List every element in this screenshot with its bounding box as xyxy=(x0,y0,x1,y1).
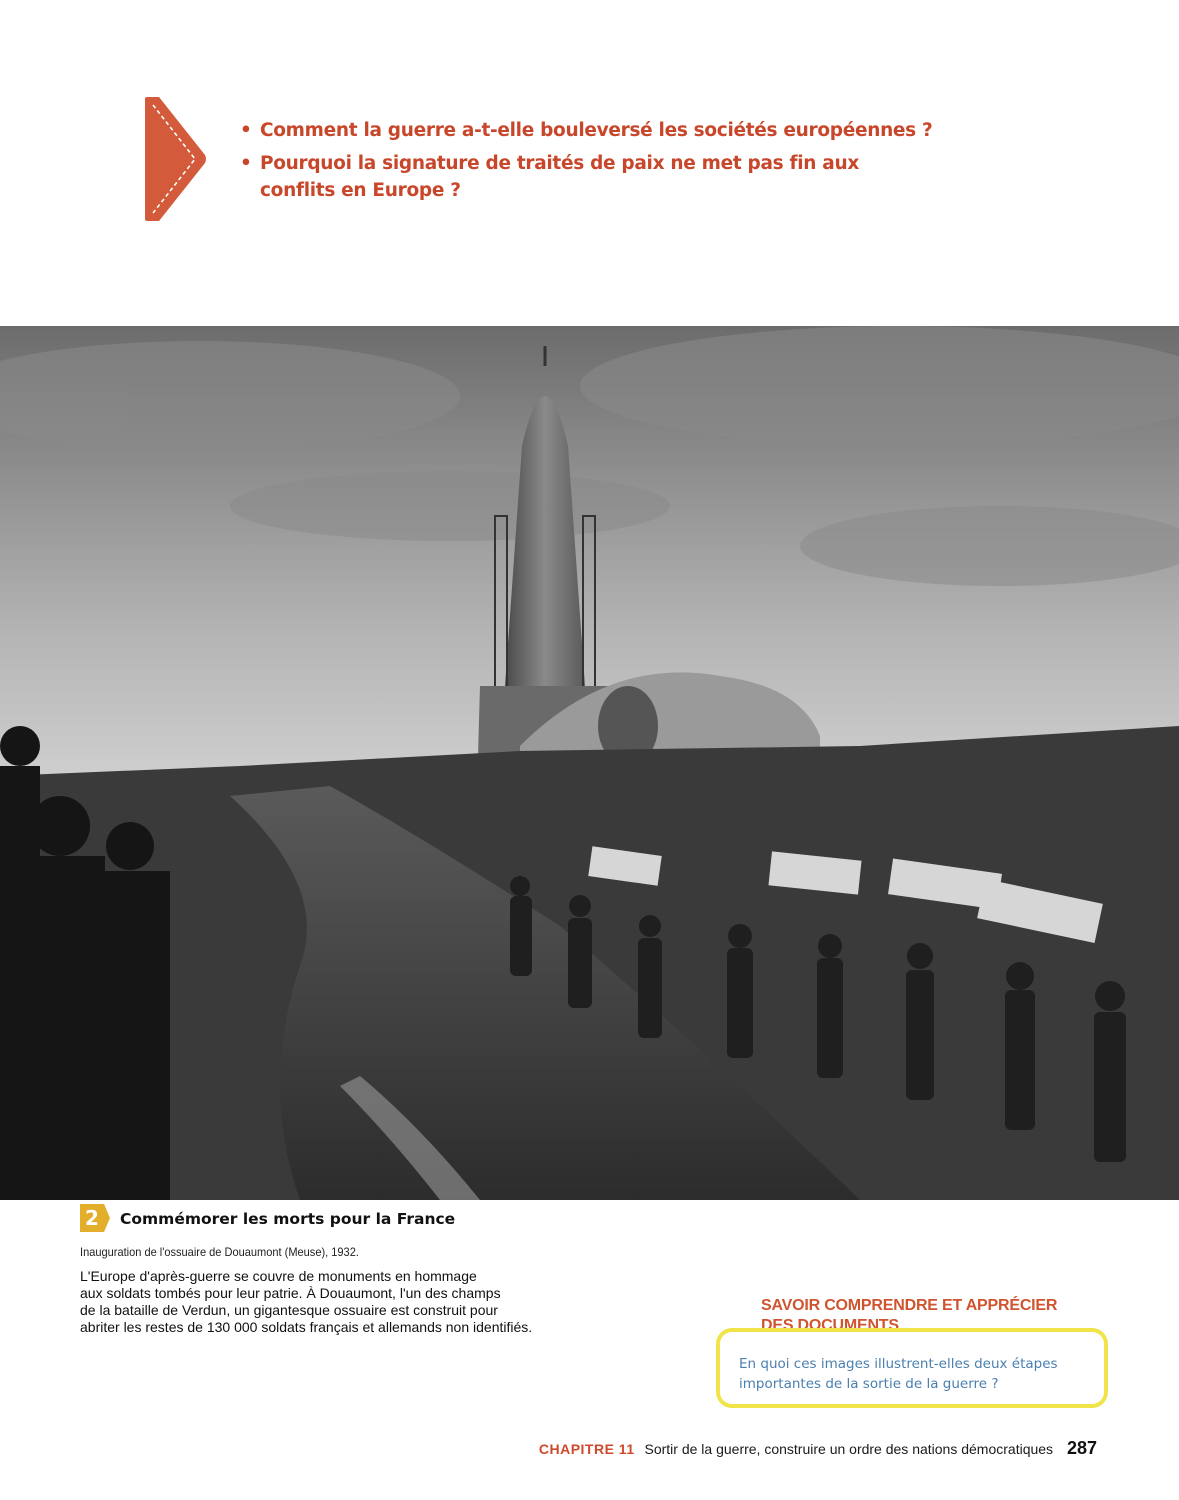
body-line: de la bataille de Verdun, un gigantesque ossuaire est construit pour xyxy=(80,1302,498,1318)
bullet-icon: • xyxy=(240,153,252,174)
document-body xyxy=(80,1268,600,1336)
chapter-title: Sortir de la guerre, construire un ordre des nations démocratiques xyxy=(644,1441,1054,1457)
document-subtitle: Inauguration de l'ossuaire de Douaumont (Meuse), 1932. xyxy=(80,1245,359,1259)
body-line: L'Europe d'après-guerre se couvre de monuments en hommage xyxy=(80,1268,477,1284)
guiding-question-1: • Comment la guerre a-t-elle bouleversé les sociétés européennes ? xyxy=(240,117,1000,144)
body-line: aux soldats tombés pour leur patrie. À Douaumont, l'un des champs xyxy=(80,1285,501,1301)
document-title: Commémorer les morts pour la France xyxy=(120,1210,456,1228)
skill-title: SAVOIR COMPRENDRE ET APPRÉCIER DES DOCUMENTS xyxy=(761,1297,1058,1334)
notched-arrow-tab-icon xyxy=(145,97,207,221)
document-number-badge: 2 xyxy=(80,1204,110,1232)
douaumont-ossuary-photo xyxy=(0,326,1179,1200)
body-line: abriter les restes de 130 000 soldats français et allemands non identifiés. xyxy=(80,1319,533,1335)
chapter-label: CHAPITRE 11 xyxy=(538,1441,635,1457)
skill-question: En quoi ces images illustrent-elles deux étapes importantes de la sortie de la guerre ? xyxy=(739,1356,1058,1392)
guiding-question-2: • Pourquoi la signature de traités de paix ne met pas fin aux conflits en Europe ? xyxy=(240,150,860,204)
page-number: 287 xyxy=(1066,1438,1097,1458)
guiding-questions xyxy=(240,117,1000,210)
page-footer xyxy=(539,1438,1097,1459)
bullet-icon: • xyxy=(240,120,252,141)
